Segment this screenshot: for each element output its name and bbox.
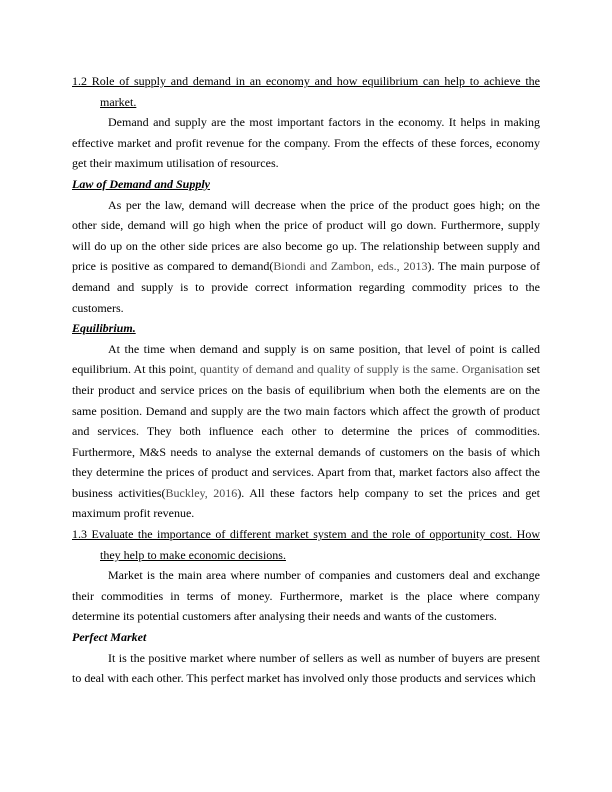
perfect-market-paragraph: It is the positive market where number of sellers as well as number of buyers are present to deal with each other. This perfect market has involved only those products and services which: [72, 650, 540, 686]
section-1-3-intro: Market is the main area where number of companies and customers deal and exchange their commodities in terms of money. Furthermore, market is the place where company determine its potential customers after analysing their needs and wants of the customers.: [72, 568, 540, 624]
equilibrium-text-a: At the time when demand and supply is on same position, that level of point is called equilibrium. At this poin: [72, 341, 540, 377]
law-text-a: As per the law, demand will decrease when the price of the product goes high; on the other side, demand will go high when the price of product will go down. Furthermore, supply will do up on the other side prices are also become go up. The relationship between supply and price is positive as compared to demand(: [72, 197, 540, 274]
law-text-b: ). The main purpose of demand and supply is to provide correct information regarding commodity prices to the customers.: [72, 259, 541, 315]
law-citation: Biondi and Zambon, eds., 2013: [273, 259, 428, 274]
section-1-2-heading: 1.2 Role of supply and demand in an economy and how equilibrium can help to achieve the market.: [72, 74, 540, 109]
equilibrium-text-c: ). All these factors help company to set the prices and get maximum profit revenue.: [72, 485, 540, 521]
equilibrium-title: Equilibrium.: [72, 321, 136, 336]
section-1-2-intro: Demand and supply are the most important factors in the economy. It helps in making effective market and profit revenue for the company. From the effects of these forces, economy get their maximum utilisation of resources.: [72, 115, 540, 171]
law-of-demand-supply-title: Law of Demand and Supply: [72, 176, 211, 191]
equilibrium-text-b: set their product and service prices on the basis of equilibrium when both the elements are on the same position. Demand and supply are the two main factors which affect the growth of product and services. They both influence each other to determine the prices of commodities. Furthermore, M&S needs to analyse the external demands of customers on the basis of which they determine the prices of product and services. Apart from that, market factors also affect the business activities(: [72, 362, 540, 500]
document-page: [72, 71, 540, 689]
equilibrium-paragraph: [72, 339, 540, 524]
equilibrium-highlight: t, quantity of demand and quality of supply is the same. Organisation: [190, 362, 524, 377]
perfect-market-title: Perfect Market: [72, 630, 147, 645]
law-of-demand-supply-paragraph: [72, 195, 540, 319]
section-1-3-heading: 1.3 Evaluate the importance of different market system and the role of opportunity cost. How they help to make economic decisions.: [72, 527, 540, 562]
equilibrium-citation: Buckley, 2016: [165, 485, 238, 500]
